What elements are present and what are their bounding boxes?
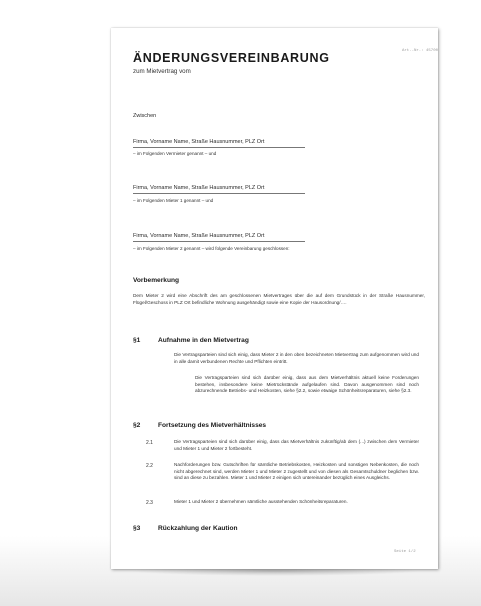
document-subtitle: zum Mietvertrag vom [133, 68, 191, 75]
party-3-line [133, 241, 305, 242]
item-2-2-text: Nachforderungen bzw. Gutschriften für sämtliche Betriebskosten, Heizkosten und sonstigen Nebenkosten, die noch nicht abgerechnet sind, werden Mieter 1 und Mieter 2 zugestellt und von diesen als Gesamtschuldner beglichen bzw. sind an diese zu bezahlen. Mieter 1 und Mieter 2 einigen sich untereinander bezüglich eines Ausgleichs. [174, 462, 419, 480]
item-2-1-number: 2.1 [146, 440, 153, 446]
party-1-fields: Firma, Vorname Name, Straße Hausnummer, PLZ Ort [133, 139, 265, 145]
section-1-paragraph-2: Die Vertragsparteien sind sich darüber einig, dass aus dem Mietverhältnis aktuell keine Forderungen bestehen, insbesondere keine Mietrückstände aufgelaufen sind. Davon ausgenommen sind noch abzurechnende Betriebs- und Heizkosten, siehe §2.2, sowie etwaige Schönheitsreparaturen, siehe §2.3. [195, 375, 419, 393]
document-title: ÄNDERUNGSVEREINBARUNG [133, 51, 330, 65]
preamble-heading: Vorbemerkung [133, 277, 180, 284]
section-3-title: Rückzahlung der Kaution [158, 525, 238, 532]
document-number: Art.-Nr.: 45700 [402, 49, 438, 53]
document-page [111, 28, 438, 569]
party-2-fields: Firma, Vorname Name, Straße Hausnummer, PLZ Ort [133, 185, 265, 191]
item-2-3-text: Mieter 1 und Mieter 2 übernehmen sämtliche ausstehenden Schönheitsreparaturen. [174, 499, 348, 504]
party-1-role: – im Folgenden Vermieter genannt – und [133, 151, 217, 156]
section-2-number: §2 [133, 422, 141, 429]
section-3-number: §3 [133, 525, 141, 532]
section-1-paragraph-1: Die Vertragsparteien sind sich einig, dass Mieter 2 in den oben bezeichneten Mietvertrag zum aufgenommen wird und in alle damit verbundenen Rechte und Pflichten eintritt. [174, 352, 419, 364]
item-2-3-number: 2.3 [146, 500, 153, 506]
section-1-title: Aufnahme in den Mietvertrag [158, 337, 249, 344]
between-label: Zwischen [133, 113, 157, 119]
party-2-line [133, 193, 305, 194]
item-2-1-text: Die Vertragsparteien sind sich darüber einig, dass das Mietverhältnis zukünftig/ab dem (...) zwischen dem Vermieter und Mieter 1 und Mieter 2 fortbesteht. [174, 439, 419, 451]
party-3-role: – im Folgenden Mieter 2 genannt – wird folgende Vereinbarung geschlossen: [133, 246, 290, 251]
page-number: Seite 1/2 [394, 550, 416, 554]
section-2-title: Fortsetzung des Mietverhältnisses [158, 422, 267, 429]
party-2-role: – im Folgenden Mieter 1 genannt – und [133, 198, 214, 203]
section-1-number: §1 [133, 337, 141, 344]
preamble-text: Dem Mieter 2 wird eine Abschrift des am geschlossenen Mietvertrages über die auf dem Grundstück in der Straße Hausnummer, Flügel/Geschoss in PLZ Ort befindliche Wohnung ausgehändigt sowie eine Kopie der Hausordnung/…. [133, 293, 425, 305]
party-3-fields: Firma, Vorname Name, Straße Hausnummer, PLZ Ort [133, 233, 265, 239]
item-2-2-number: 2.2 [146, 463, 153, 469]
party-1-line [133, 147, 305, 148]
